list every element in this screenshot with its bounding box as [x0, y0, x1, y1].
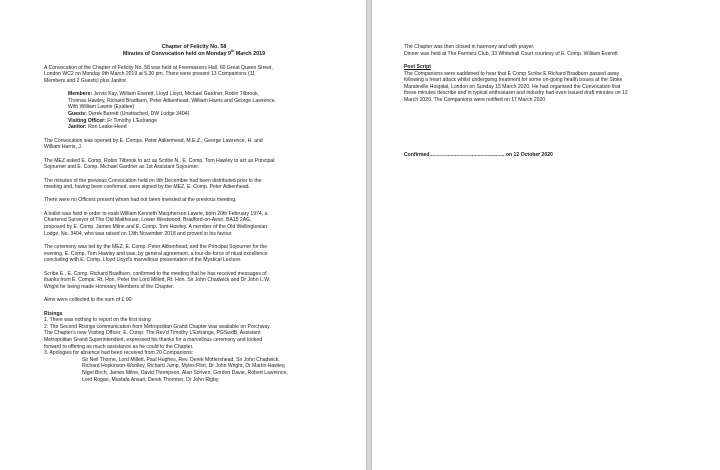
previous-minutes-paragraph: The minutes of the previous Convocation held on 9th December had been distributed prior to the meeting and, having been confirmed, were signed by the MEZ, E. Comp. Peter Aitkenhead.	[44, 177, 262, 191]
chapter-title: Chapter of Felicity No. 58	[161, 44, 227, 50]
apologies-list: Sir Neil Thorne, Lord Millett, Paul Hughes, Rev. Derek Mottershead, Sir John Chadwick, Richard Hopkinson-Woolley, Richard Jump, Myles Flint, Dr John Wright, Dr Martin Hawley, Nigel Birch, James Milne, David Thompson, Alan Scriven, Gordon Davie, Robert Lawrence, Lord Rogan, Mustafa Ansari, Derek Thornton, Dr John Rigby.	[82, 356, 288, 383]
guests-line: Guests: Derek Barrett (Unattached, DW Lodge 3404)	[68, 110, 190, 117]
members-line: Members: Jervis Kay, William Everett, Lloyd Lloyd, Michael Gardner, Robin Tilbrook,	[68, 91, 259, 98]
minutes-title: Minutes of Convocation held on Monday 9th March 2019	[122, 49, 266, 57]
page-left-content	[44, 44, 344, 383]
postscript-section: Post Script The Companions were saddened to hear that E Comp Scribe E Richard Bradburn passed away following a heart attack whilst undergoing treatment for some on-going health issues at the Stoke Mandeville Hospital, London on Sunday 15 March 2020. He had organised the Convocation that these minutes describe and in typical enthusiasm and industry had even issued draft minutes on 12 March 2020. The Companions were notified on 17 March 2020.	[404, 64, 704, 104]
ballot-paragraph: A ballot was held in order to exalt William Kenneth Macpherson Lawrie, born 20th February 1974, a Chartered Surveyor of The Old Malthouse, Lower Westwood, Bradford-on-Avon, BA15 2AG, proposed by E. Comp. James Milne and E. Comp. Tom Hawley. A member of the Old Wellingtonian Lodge, No. 3404, who was raised on 13th November 2018 and proved in his favour.	[44, 210, 268, 237]
risings-heading: Risings	[44, 310, 63, 317]
officers-note-paragraph: There were no Officers present whom had not been invested at the previous meeting.	[44, 197, 237, 204]
ceremony-paragraph: The ceremony was led by the MEZ, E. Comp. Peter Aitkenhead, and the Principal Sojourner for the evening, E. Comp. Tom Hawley and was, by general agreement, a tour-de-force of ritual excellence concluding with E. Comp. Lloyd Lloyd's marvellous presentation of the Mystical Lecture.	[44, 244, 268, 264]
postscript-heading: Post Script	[404, 63, 431, 70]
opening-paragraph: A Convocation of the Chapter of Felicity No. 58 was held at Freemasons Hall, 60 Great Queen Street, London WC2 on Monday 9th March 2019 at 5.30 pm. There were present 13 Companions (11 Members and 2 Guests) plus Janitor.	[44, 64, 273, 84]
attendance-block: Members: Jervis Kay, William Everett, Lloyd Lloyd, Michael Gardner, Robin Tilbrook, Thomas Hawley, Richard Bradburn, Peter Aitkenhead, William Harris and George Lawrence. With William Lawrie (Exaltee) Guests: Derek Barrett (Unattached, DW Lodge 3404) Visiting Officer: Fr Timothy L'Estrange Janitor: Ron Leake-Heed	[44, 91, 344, 131]
closing-paragraph: The Chapter was then closed in harmony and with prayer. Dinner was held at The Farmers Club, 33 Whitehall Court courtesy of E. Comp. William Everett	[404, 44, 618, 57]
visiting-officer-line: Visiting Officer: Fr Timothy L'Estrange	[68, 117, 157, 124]
acting-officers-paragraph: The MEZ asked E. Comp. Robin Tilbrook to act as Scribe N., E. Comp. Tom Hawley to act as Principal Sojourner and E. Comp. Michael Gardner as 1st Assistant Sojourner.	[44, 157, 275, 171]
janitor-line: Janitor: Ron Leake-Heed	[68, 124, 127, 131]
thanks-paragraph: Scribe E., E. Comp. Richard Bradburn, confirmed to the meeting that he has received messages of thanks from E. Comps. Rt. Hon. Peter the Lord Millett, Rt. Hon. Sir John Chadwick and Dr John L.W. Wright for being made Honorary Members of the Chapter.	[44, 270, 271, 290]
confirmation-line: Confirmed..................................................... on 12 October 2020	[404, 151, 553, 158]
page-right-content	[404, 44, 704, 158]
minutes-page-right	[372, 0, 720, 470]
opening-officers-paragraph: The Convocation was opened by E. Comps. Peter Aitkenhead, M.E.Z.; George Lawrence, H. and William Harris, J.	[44, 137, 263, 151]
risings-section: Risings 1. There was nothing to report on the first rising 2. The Second Risings communication from Metropolitan Grand Chapter was available on Porchway. The Chapter's new Visiting Officer, E. Comp. The Rev'd Timothy L'Estrange, PGSwdB, Assistant Metropolitan Grand Superintendent, expressed his thanks for a marvellous ceremony and looked forward to offering as much assistance as he could to the Chapter. 3. Apologies for absence had been received from 20 Companions: Sir Neil Thorne, Lord Millett, Paul Hughes, Rev. Derek Mottershead, Sir John Chadwick, Richard Hopkinson-Woolley, Richard Jump, Myles Flint, Dr John Wright, Dr Martin Hawley, Nigel Birch, James Milne, David Thompson, Alan Scriven, Gordon Davie, Robert Lawrence, Lord Rogan, Mustafa Ansari, Derek Thornton, Dr John Rigby.	[44, 311, 344, 384]
alms-paragraph: Alms were collected to the sum of £ 90	[44, 297, 132, 304]
